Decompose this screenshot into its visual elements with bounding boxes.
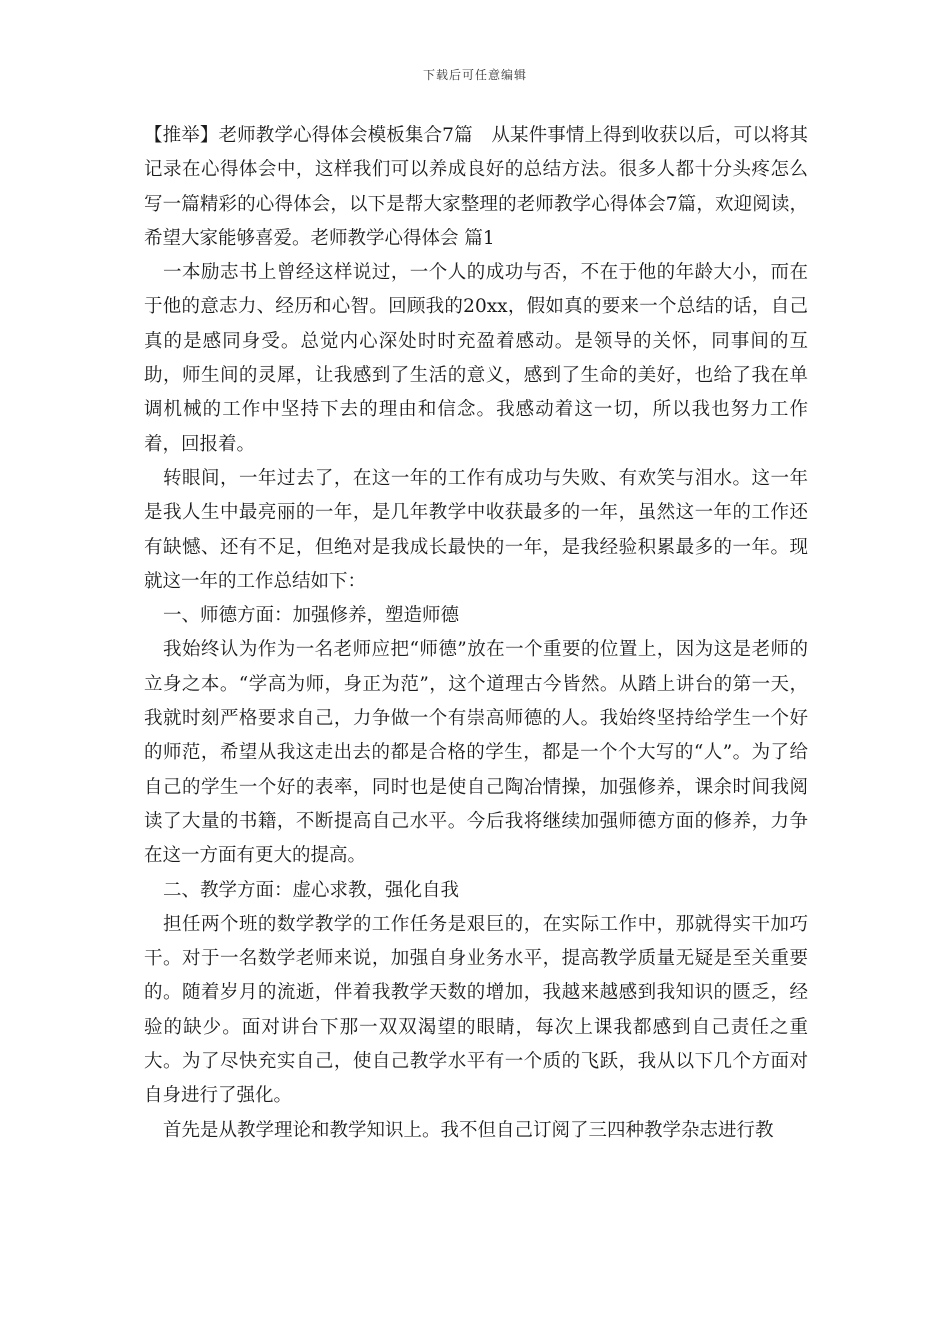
section-heading: 二、教学方面：虚心求教，强化自我 xyxy=(163,879,460,901)
intro-paragraph: 【推举】老师教学心得体会模板集合7篇 从某件事情上得到收获以后，可以将其记录在心得体会中，这样我们可以养成良好的总结方法。很多人都十分头疼怎么写一篇精彩的心得体会，以下是帮大家整理的老师教学心得体会7篇，欢迎阅读，希望大家能够喜爱。老师教学心得体会 篇1 xyxy=(144,125,808,249)
body-paragraph: 担任两个班的数学教学的工作任务是艰巨的，在实际工作中，那就得实干加巧干。对于一名数学老师来说，加强自身业务水平，提高教学质量无疑是至关重要的。随着岁月的流逝，伴着我教学天数的增加，我越来越感到我知识的匮乏，经验的缺少。面对讲台下那一双双渴望的眼睛，每次上课我都感到自己责任之重大。为了尽快充实自己，使自己教学水平有一个质的飞跃，我从以下几个方面对自身进行了强化。 xyxy=(144,913,808,1107)
header-note: 下载后可任意编辑 xyxy=(422,68,527,82)
body-paragraph: 首先是从教学理论和教学知识上。我不但自己订阅了三四种教学杂志进行教 xyxy=(163,1119,774,1141)
body-paragraph: 一本励志书上曾经这样说过，一个人的成功与否，不在于他的年龄大小，而在于他的意志力、经历和心智。回顾我的20xx，假如真的要来一个总结的话，自己真的是感同身受。总觉内心深处时时充盈着感动。是领导的关怀，同事间的互助，师生间的灵犀，让我感到了生活的意义，感到了生命的美好，也给了我在单调机械的工作中坚持下去的理由和信念。我感动着这一切，所以我也努力工作着，回报着。 xyxy=(144,262,808,455)
section-heading: 一、师德方面：加强修养，塑造师德 xyxy=(163,605,460,627)
body-paragraph: 转眼间，一年过去了，在这一年的工作有成功与失败、有欢笑与泪水。这一年是我人生中最亮丽的一年，是几年教学中收获最多的一年，虽然这一年的工作还有缺憾、还有不足，但绝对是我成长最快的一年，是我经验积累最多的一年。现就这一年的工作总结如下： xyxy=(144,467,808,592)
body-paragraph: 我始终认为作为一名老师应把“师德”放在一个重要的位置上，因为这是老师的立身之本。“学高为师，身正为范”，这个道理古今皆然。从踏上讲台的第一天，我就时刻严格要求自己，力争做一个有崇高师德的人。我始终坚持给学生一个好的师范，希望从我这走出去的都是合格的学生，都是一个个大写的“人”。为了给自己的学生一个好的表率，同时也是使自己陶冶情操，加强修养，课余时间我阅读了大量的书籍，不断提高自己水平。今后我将继续加强师德方面的修养，力争在这一方面有更大的提高。 xyxy=(144,639,808,867)
document-body xyxy=(144,119,808,1148)
